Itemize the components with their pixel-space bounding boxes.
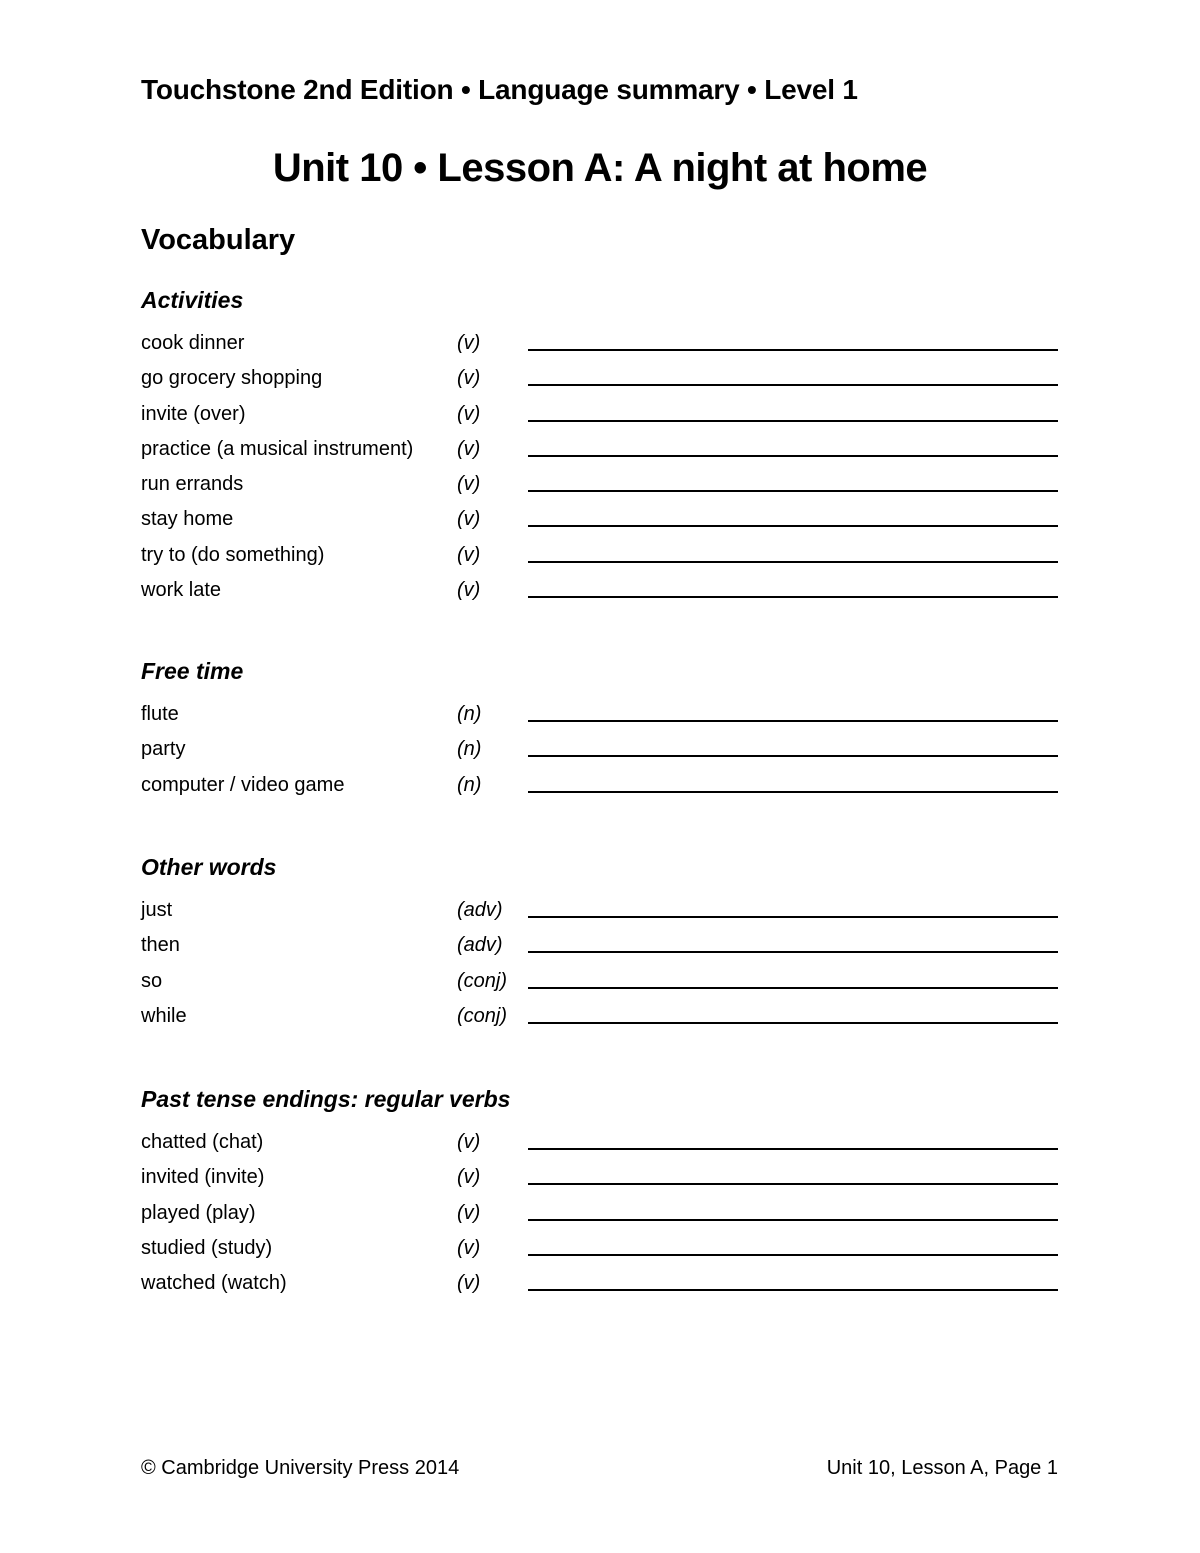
vocab-row <box>141 1129 1061 1164</box>
vocab-term: stay home <box>141 508 234 531</box>
part-of-speech: (v) <box>457 508 481 531</box>
vocab-section <box>141 282 1061 612</box>
answer-line <box>528 561 1058 563</box>
answer-line <box>528 1289 1058 1291</box>
vocab-term: cook dinner <box>141 332 245 354</box>
vocab-term: try to (do something) <box>141 543 325 566</box>
vocab-row <box>141 436 1061 471</box>
part-of-speech: (v) <box>457 1236 481 1259</box>
section-heading: Other words <box>141 854 277 880</box>
part-of-speech: (v) <box>457 1201 481 1224</box>
vocab-term: watched (watch) <box>141 1272 287 1295</box>
vocab-row <box>141 330 1061 365</box>
footer-page-ref: Unit 10, Lesson A, Page 1 <box>826 1457 1058 1479</box>
part-of-speech: (v) <box>457 1131 481 1153</box>
part-of-speech: (v) <box>457 473 481 496</box>
answer-line <box>528 1254 1058 1256</box>
part-of-speech: (v) <box>457 1166 481 1189</box>
vocab-term: chatted (chat) <box>141 1131 264 1153</box>
vocab-row <box>141 932 1061 967</box>
part-of-speech: (v) <box>457 543 481 566</box>
part-of-speech: (v) <box>457 1272 481 1295</box>
vocab-row <box>141 471 1061 506</box>
vocab-row <box>141 968 1061 1003</box>
vocab-row <box>141 1270 1061 1305</box>
answer-line <box>528 755 1058 757</box>
vocab-section <box>141 653 1061 807</box>
part-of-speech: (conj) <box>457 969 508 992</box>
answer-line <box>528 987 1058 989</box>
answer-line <box>528 490 1058 492</box>
vocab-row <box>141 365 1061 400</box>
part-of-speech: (v) <box>457 332 481 354</box>
vocab-row <box>141 401 1061 436</box>
vocabulary-heading: Vocabulary <box>141 224 296 256</box>
part-of-speech: (v) <box>457 367 481 390</box>
part-of-speech: (n) <box>457 703 482 725</box>
vocab-term: flute <box>141 703 179 725</box>
vocab-term: party <box>141 738 186 761</box>
part-of-speech: (v) <box>457 402 481 425</box>
part-of-speech: (n) <box>457 773 482 796</box>
answer-line <box>528 1148 1058 1150</box>
vocab-term: so <box>141 969 163 992</box>
part-of-speech: (n) <box>457 738 482 761</box>
vocab-row <box>141 772 1061 807</box>
vocab-term: just <box>141 899 173 921</box>
vocab-term: run errands <box>141 473 244 496</box>
vocab-row <box>141 736 1061 771</box>
answer-line <box>528 455 1058 457</box>
vocab-term: computer / video game <box>141 773 345 796</box>
answer-line <box>528 791 1058 793</box>
vocab-term: while <box>141 1004 187 1027</box>
vocab-section <box>141 1081 1061 1305</box>
vocab-row <box>141 1200 1061 1235</box>
vocab-term: go grocery shopping <box>141 367 323 390</box>
vocab-section <box>141 849 1061 1038</box>
part-of-speech: (conj) <box>457 1004 508 1027</box>
answer-line <box>528 1183 1058 1185</box>
footer-copyright: © Cambridge University Press 2014 <box>141 1457 460 1479</box>
vocab-term: invite (over) <box>141 402 246 425</box>
part-of-speech: (adv) <box>457 899 503 921</box>
answer-line <box>528 384 1058 386</box>
answer-line <box>528 1022 1058 1024</box>
vocab-row <box>141 1164 1061 1199</box>
answer-line <box>528 349 1058 351</box>
answer-line <box>528 596 1058 598</box>
vocab-term: work late <box>141 579 222 602</box>
vocab-term: played (play) <box>141 1201 256 1224</box>
vocab-row <box>141 897 1061 932</box>
vocab-row <box>141 701 1061 736</box>
section-heading: Free time <box>141 658 244 684</box>
part-of-speech: (v) <box>457 579 481 602</box>
part-of-speech: (adv) <box>457 934 503 957</box>
vocab-term: practice (a musical instrument) <box>141 437 414 460</box>
vocab-row <box>141 506 1061 541</box>
vocab-row <box>141 1003 1061 1038</box>
vocab-term: then <box>141 934 180 957</box>
section-heading: Activities <box>141 287 244 313</box>
part-of-speech: (v) <box>457 437 481 460</box>
answer-line <box>528 951 1058 953</box>
lesson-title: Unit 10 • Lesson A: A night at home <box>272 146 928 190</box>
vocab-row <box>141 542 1061 577</box>
vocab-row <box>141 577 1061 612</box>
vocab-term: studied (study) <box>141 1236 273 1259</box>
series-title: Touchstone 2nd Edition • Language summary • Level 1 <box>141 74 858 105</box>
vocab-term: invited (invite) <box>141 1166 265 1189</box>
section-heading: Past tense endings: regular verbs <box>141 1086 511 1112</box>
answer-line <box>528 420 1058 422</box>
answer-line <box>528 1219 1058 1221</box>
vocab-row <box>141 1235 1061 1270</box>
answer-line <box>528 720 1058 722</box>
answer-line <box>528 916 1058 918</box>
answer-line <box>528 525 1058 527</box>
